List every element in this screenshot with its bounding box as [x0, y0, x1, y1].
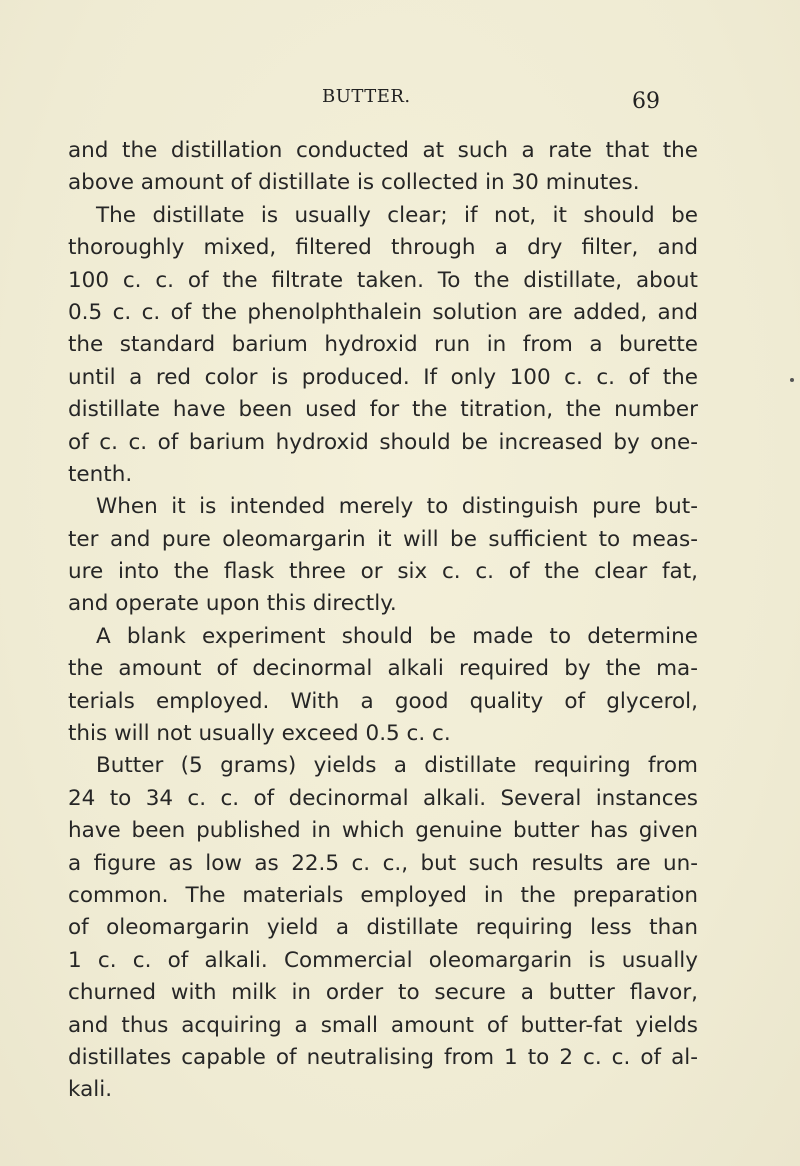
text-line: The distillate is usually clear; if not, it should be: [96, 202, 698, 228]
page-number: 69: [632, 89, 660, 114]
text-line: thoroughly mixed, filtered through a dry filter, and: [68, 235, 698, 261]
text-line: the amount of decinormal alkali required by the ma-: [68, 656, 698, 682]
margin-ink-mark: [790, 378, 794, 382]
page-header: [0, 86, 800, 116]
text-line: of c. c. of barium hydroxid should be increased by one-: [68, 429, 698, 455]
text-line: When it is intended merely to distinguish pure but-: [96, 494, 698, 520]
running-title: BUTTER.: [322, 86, 411, 107]
text-line: kali.: [68, 1077, 113, 1103]
text-line: 100 c. c. of the filtrate taken. To the distillate, about: [68, 267, 698, 293]
text-line: churned with milk in order to secure a butter flavor,: [68, 980, 698, 1006]
text-line: of oleomargarin yield a distillate requiring less than: [68, 915, 698, 941]
text-line: 1 c. c. of alkali. Commercial oleomargarin is usually: [68, 947, 698, 973]
text-line: distillates capable of neutralising from 1 to 2 c. c. of al-: [68, 1044, 698, 1070]
text-line: this will not usually exceed 0.5 c. c.: [68, 721, 451, 747]
text-line: until a red color is produced. If only 100 c. c. of the: [68, 364, 698, 390]
text-line: and thus acquiring a small amount of butter-fat yields: [68, 1012, 698, 1038]
text-line: have been published in which genuine butter has given: [68, 818, 698, 844]
text-line: a figure as low as 22.5 c. c., but such results are un-: [68, 850, 698, 876]
text-line: tenth.: [68, 461, 133, 487]
text-line: above amount of distillate is collected in 30 minutes.: [68, 170, 640, 196]
text-line: 24 to 34 c. c. of decinormal alkali. Several instances: [68, 785, 698, 811]
text-line: common. The materials employed in the preparation: [68, 882, 698, 908]
text-line: Butter (5 grams) yields a distillate requiring from: [96, 753, 698, 779]
text-line: ter and pure oleomargarin it will be sufficient to meas-: [68, 526, 698, 552]
text-line: distillate have been used for the titration, the number: [68, 397, 698, 423]
text-line: 0.5 c. c. of the phenolphthalein solution are added, and: [68, 299, 698, 325]
text-line: ure into the flask three or six c. c. of the clear fat,: [68, 559, 698, 585]
text-line: A blank experiment should be made to determine: [96, 623, 698, 649]
text-line: and operate upon this directly.: [68, 591, 397, 617]
body-text: [68, 135, 698, 1107]
text-line: and the distillation conducted at such a rate that the: [68, 138, 698, 163]
text-line: the standard barium hydroxid run in from a burette: [68, 332, 698, 358]
text-line: terials employed. With a good quality of glycerol,: [68, 688, 698, 714]
